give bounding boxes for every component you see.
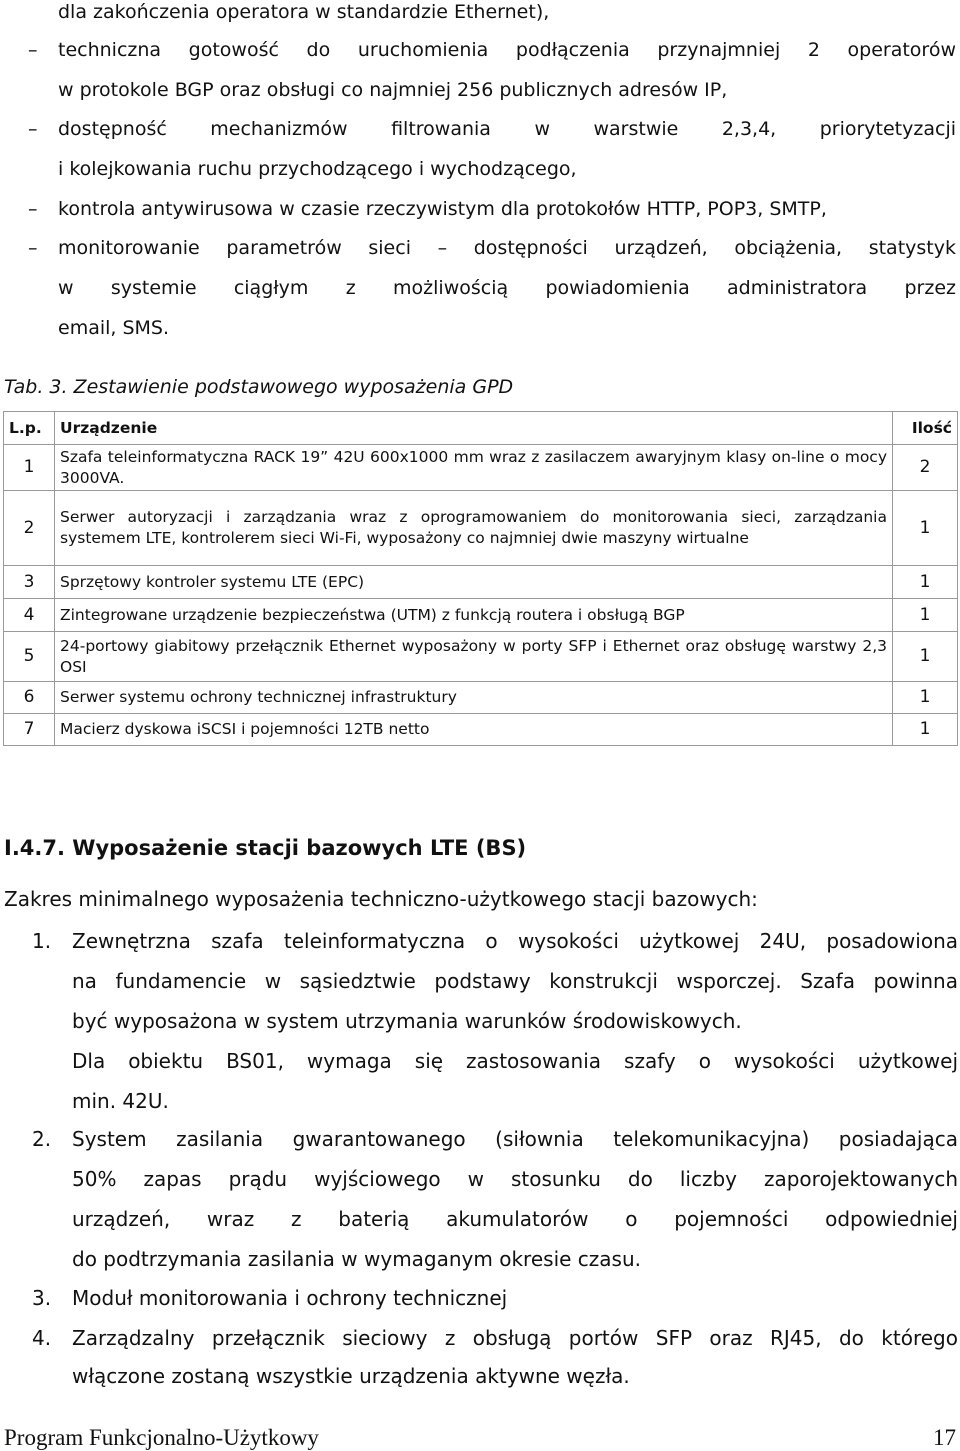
bullet-line: i kolejkowania ruchu przychodzącego i wychodzącego, (58, 158, 577, 180)
row-lp: 7 (4, 714, 55, 746)
table-row (4, 599, 958, 632)
table-row (4, 714, 958, 746)
bullet-line: w systemie ciągłym z możliwością powiadomienia administratora przez (58, 277, 956, 299)
header-qty: Ilość (893, 412, 958, 445)
list-item-line: min. 42U. (72, 1089, 169, 1113)
row-device: Zintegrowane urządzenie bezpieczeństwa (UTM) z funkcją routera i obsługą BGP (55, 599, 893, 632)
list-item-line: Zarządzalny przełącznik sieciowy z obsługą portów SFP oraz RJ45, do którego (72, 1326, 958, 1350)
row-qty: 1 (893, 599, 958, 632)
row-lp: 4 (4, 599, 55, 632)
list-item (72, 1126, 958, 1286)
list-number: 1. (32, 929, 52, 953)
section-intro: Zakres minimalnego wyposażenia techniczno-użytkowego stacji bazowych: (4, 887, 758, 911)
list-item-line: urządzeń, wraz z baterią akumulatorów o pojemności odpowiedniej (72, 1207, 958, 1231)
row-lp: 3 (4, 566, 55, 599)
row-device: Sprzętowy kontroler systemu LTE (EPC) (55, 566, 893, 599)
table-header-row (4, 412, 958, 445)
row-device: Macierz dyskowa iSCSI i pojemności 12TB netto (55, 714, 893, 746)
list-item-line: do podtrzymania zasilania w wymaganym okresie czasu. (72, 1247, 641, 1271)
row-lp: 5 (4, 632, 55, 682)
row-qty: 1 (893, 566, 958, 599)
list-number: 4. (32, 1326, 52, 1350)
equipment-table (3, 411, 958, 746)
list-item-line: na fundamencie w sąsiedztwie podstawy konstrukcji wsporczej. Szafa powinna (72, 969, 958, 993)
list-item (72, 1325, 958, 1401)
row-lp: 2 (4, 491, 55, 566)
list-item-line: włączone zostaną wszystkie urządzenia aktywne węzła. (72, 1364, 630, 1388)
header-device: Urządzenie (55, 412, 893, 445)
section-heading: I.4.7. Wyposażenie stacji bazowych LTE (BS) (4, 836, 527, 860)
row-qty: 1 (893, 632, 958, 682)
table-row (4, 445, 958, 491)
list-number: 3. (32, 1286, 52, 1310)
row-device: 24-portowy giabitowy przełącznik Ethernet wyposażony w porty SFP i Ethernet oraz obsługę warstwy 2,3 OSI (55, 632, 893, 682)
bullet-line: – kontrola antywirusowa w czasie rzeczywistym dla protokołów HTTP, POP3, SMTP, (58, 197, 827, 221)
list-number: 2. (32, 1127, 52, 1151)
list-item-line: Moduł monitorowania i ochrony technicznej (72, 1286, 508, 1310)
bullet-line: dla zakończenia operatora w standardzie Ethernet), (58, 1, 550, 23)
row-device: Serwer autoryzacji i zarządzania wraz z oprogramowaniem do monitorowania sieci, zarządzania systemem LTE, kontrolerem sieci Wi-Fi, wyposażony co najmniej dwie maszyny wirtualne (55, 491, 893, 566)
row-qty: 1 (893, 491, 958, 566)
list-item-line: System zasilania gwarantowanego (siłownia telekomunikacyjna) posiadająca (72, 1127, 958, 1151)
bullet-line: email, SMS. (58, 317, 170, 339)
bullet-line: – dostępność mechanizmów filtrowania w warstwie 2,3,4, priorytetyzacji (58, 117, 956, 141)
list-item-line: być wyposażona w system utrzymania warunków środowiskowych. (72, 1009, 742, 1033)
row-device: Serwer systemu ochrony technicznej infrastruktury (55, 682, 893, 714)
row-device: Szafa teleinformatyczna RACK 19” 42U 600x1000 mm wraz z zasilaczem awaryjnym klasy on-line o mocy 3000VA. (55, 445, 893, 491)
row-qty: 2 (893, 445, 958, 491)
list-item-line: 50% zapas prądu wyjściowego w stosunku do liczby zaporojektowanych (72, 1167, 958, 1191)
table-row (4, 632, 958, 682)
list-item-line: Dla obiektu BS01, wymaga się zastosowania szafy o wysokości użytkowej (72, 1049, 958, 1073)
bullet-line: – monitorowanie parametrów sieci – dostępności urządzeń, obciążenia, statystyk (58, 236, 956, 260)
table-row (4, 491, 958, 566)
row-qty: 1 (893, 682, 958, 714)
list-item (72, 1285, 958, 1325)
list-item (72, 928, 958, 1128)
bullet-line: – techniczna gotowość do uruchomienia podłączenia przynajmniej 2 operatorów (58, 38, 956, 62)
table-row (4, 682, 958, 714)
table-row (4, 566, 958, 599)
header-lp: L.p. (4, 412, 55, 445)
bullet-line: w protokole BGP oraz obsługi co najmniej 256 publicznych adresów IP, (58, 79, 728, 101)
table-caption: Tab. 3. Zestawienie podstawowego wyposażenia GPD (4, 376, 514, 398)
list-item-line: Zewnętrzna szafa teleinformatyczna o wysokości użytkowej 24U, posadowiona (72, 929, 958, 953)
row-lp: 6 (4, 682, 55, 714)
row-lp: 1 (4, 445, 55, 491)
row-qty: 1 (893, 714, 958, 746)
page-number: 17 (933, 1425, 956, 1450)
footer-title: Program Funkcjonalno-Użytkowy (4, 1425, 319, 1450)
